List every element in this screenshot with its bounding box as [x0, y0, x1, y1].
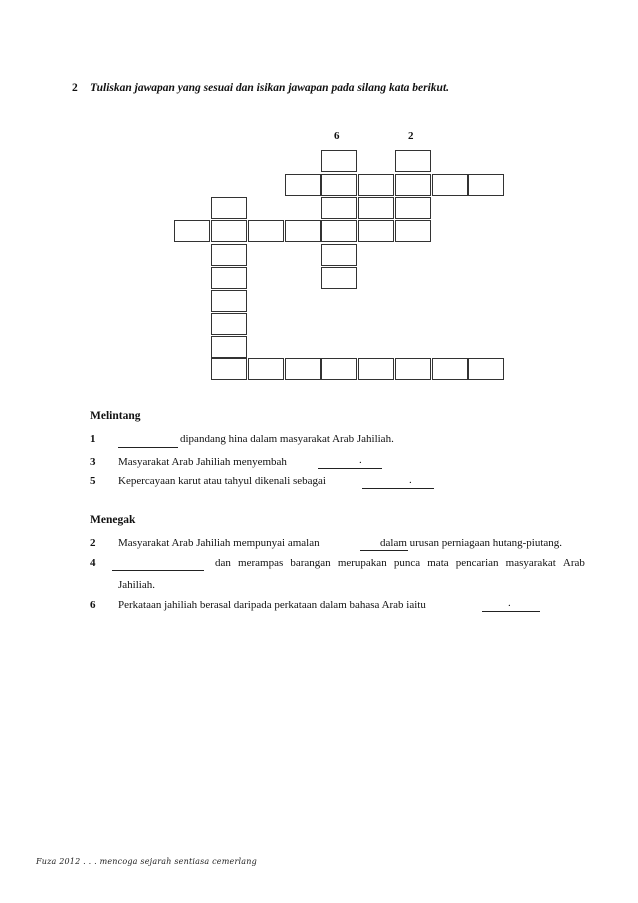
crossword-cell[interactable]: [211, 358, 247, 380]
menegak-clue-6-text: Perkataan jahiliah berasal daripada perkataan dalam bahasa Arab iaitu: [118, 599, 426, 611]
answer-blank-2[interactable]: [360, 550, 408, 551]
question-instruction: Tuliskan jawapan yang sesuai dan isikan jawapan pada silang kata berikut.: [90, 82, 450, 94]
crossword-cell[interactable]: [468, 358, 504, 380]
menegak-clue-2-text-end: dalam urusan perniagaan hutang-piutang.: [380, 537, 563, 549]
answer-blank-4[interactable]: [112, 570, 204, 571]
crossword-cell[interactable]: [211, 336, 247, 358]
crossword-cell[interactable]: [358, 358, 394, 380]
crossword-cell[interactable]: [248, 220, 284, 242]
menegak-clue-4-word: masyarakat: [505, 557, 556, 569]
crossword-cell[interactable]: [321, 197, 357, 219]
answer-blank-1[interactable]: [118, 447, 178, 448]
menegak-clue-2-text: Masyarakat Arab Jahiliah mempunyai amalan: [118, 537, 320, 549]
answer-blank-3[interactable]: [318, 468, 382, 469]
menegak-clue-4-line2: Jahiliah.: [118, 579, 155, 591]
menegak-clue-4-word: merupakan: [337, 557, 387, 569]
grid-label-2: 2: [408, 130, 414, 142]
menegak-clue-6-number: 6: [90, 599, 96, 611]
crossword-cell[interactable]: [211, 244, 247, 266]
menegak-clue-4-line1: [215, 557, 585, 569]
crossword-cell[interactable]: [321, 358, 357, 380]
crossword-cell[interactable]: [432, 358, 468, 380]
crossword-cell[interactable]: [211, 220, 247, 242]
melintang-clue-5-text: Kepercayaan karut atau tahyul dikenali sebagai: [118, 475, 326, 487]
melintang-clue-3-text: Masyarakat Arab Jahiliah menyembah: [118, 456, 287, 468]
melintang-clue-3-end: .: [359, 454, 362, 466]
crossword-cell[interactable]: [285, 358, 321, 380]
crossword-cell[interactable]: [321, 220, 357, 242]
melintang-title: Melintang: [90, 410, 141, 422]
answer-blank-6[interactable]: [482, 611, 540, 612]
menegak-clue-4-word: mata: [427, 557, 449, 569]
crossword-cell[interactable]: [248, 358, 284, 380]
menegak-clue-6-end: .: [508, 597, 511, 609]
question-number: 2: [72, 82, 78, 94]
crossword-cell[interactable]: [211, 290, 247, 312]
crossword-cell[interactable]: [211, 267, 247, 289]
menegak-clue-4-word: pencarian: [455, 557, 499, 569]
crossword-cell[interactable]: [432, 174, 468, 196]
crossword-cell[interactable]: [395, 174, 431, 196]
crossword-cell[interactable]: [395, 220, 431, 242]
melintang-clue-5-number: 5: [90, 475, 96, 487]
crossword-cell[interactable]: [285, 174, 321, 196]
crossword-cell[interactable]: [358, 197, 394, 219]
crossword-cell[interactable]: [395, 197, 431, 219]
crossword-cell[interactable]: [395, 358, 431, 380]
menegak-clue-4-word: Arab: [562, 557, 585, 569]
melintang-clue-1-number: 1: [90, 433, 96, 445]
crossword-cell[interactable]: [174, 220, 210, 242]
melintang-clue-5-end: .: [409, 474, 412, 486]
crossword-cell[interactable]: [321, 244, 357, 266]
crossword-cell[interactable]: [395, 150, 431, 172]
crossword-cell[interactable]: [358, 174, 394, 196]
crossword-cell[interactable]: [468, 174, 504, 196]
crossword-cell[interactable]: [321, 150, 357, 172]
menegak-clue-4-word: dan: [215, 557, 231, 569]
melintang-clue-3-number: 3: [90, 456, 96, 468]
grid-label-6: 6: [334, 130, 340, 142]
crossword-cell[interactable]: [321, 267, 357, 289]
menegak-clue-2-number: 2: [90, 537, 96, 549]
crossword-cell[interactable]: [211, 313, 247, 335]
crossword-cell[interactable]: [358, 220, 394, 242]
menegak-clue-4-word: merampas: [238, 557, 284, 569]
crossword-cell[interactable]: [285, 220, 321, 242]
menegak-clue-4-word: punca: [393, 557, 421, 569]
answer-blank-5[interactable]: [362, 488, 434, 489]
menegak-title: Menegak: [90, 514, 136, 526]
crossword-cell[interactable]: [321, 174, 357, 196]
menegak-clue-4-number: 4: [90, 557, 96, 569]
melintang-clue-1-text: dipandang hina dalam masyarakat Arab Jahiliah.: [180, 433, 394, 445]
page-footer: Fuza 2012 . . . mencoga sejarah sentiasa cemerlang: [36, 857, 257, 866]
crossword-cell[interactable]: [211, 197, 247, 219]
menegak-clue-4-word: barangan: [290, 557, 331, 569]
crossword-grid: [0, 0, 638, 420]
